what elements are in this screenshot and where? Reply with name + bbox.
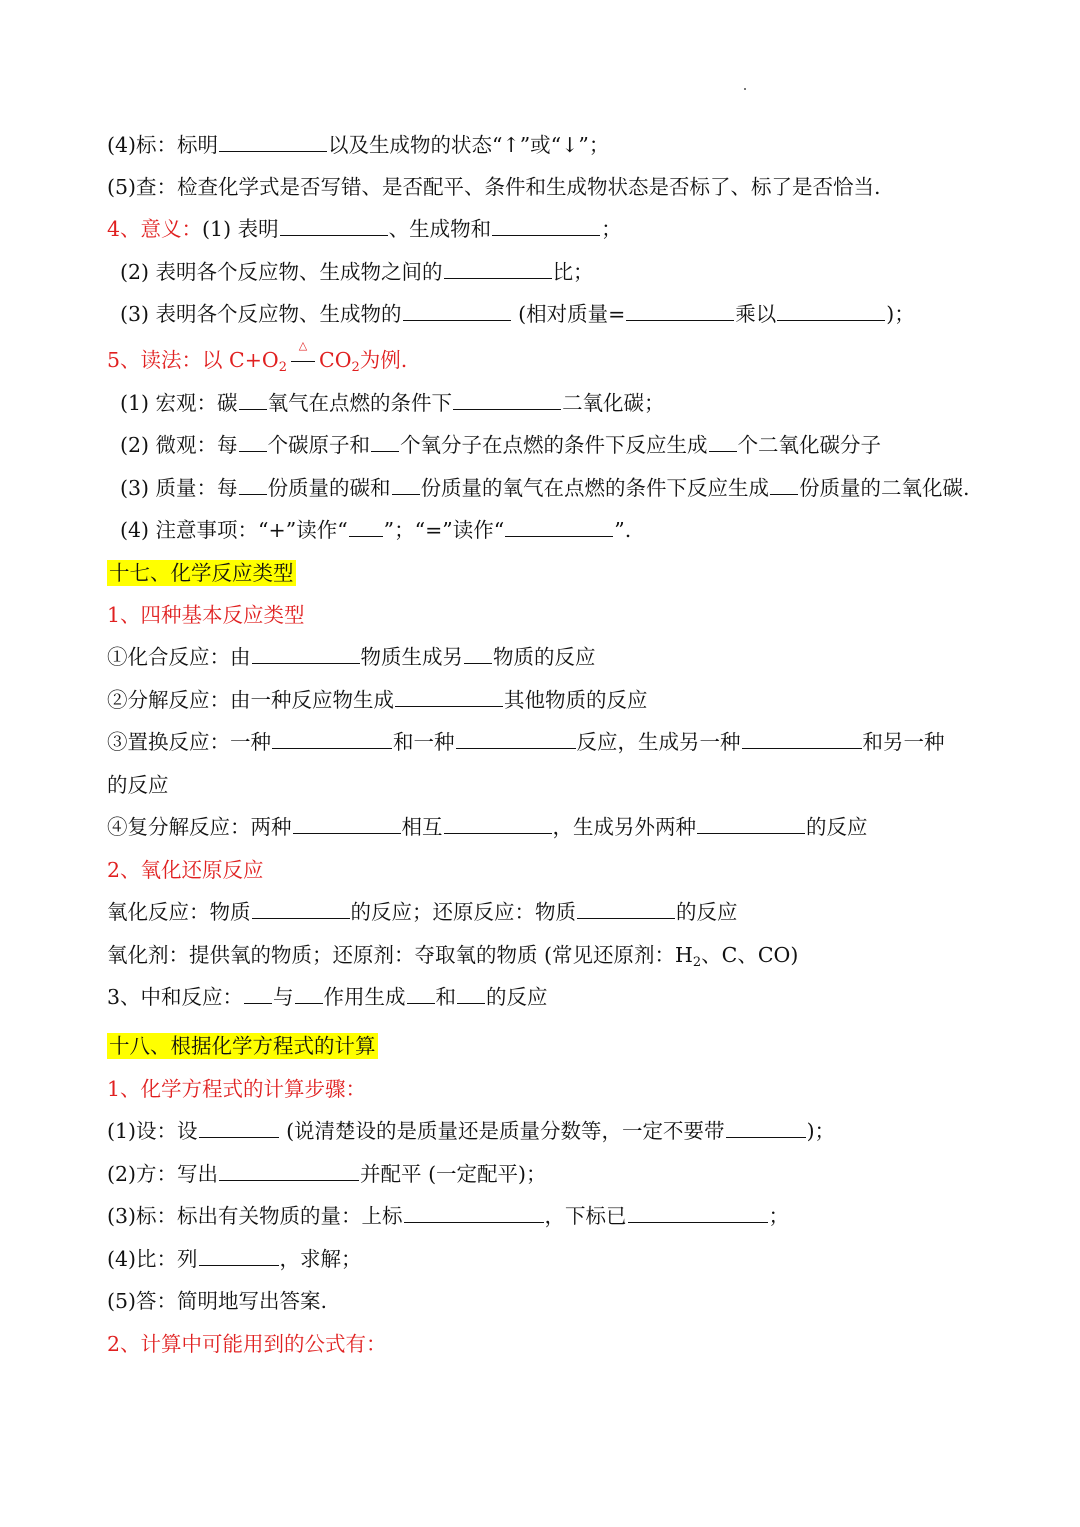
blank [456, 730, 576, 749]
blank [395, 688, 503, 707]
blank [453, 391, 561, 410]
blank [239, 433, 267, 452]
meaning-line-3: (3) 表明各个反应物、生成物的 (相对质量= 乘以 )； [120, 302, 915, 326]
blank [239, 391, 267, 410]
blank [392, 476, 420, 495]
decomposition-reaction: ②分解反应：由一种反应物生成 其他物质的反应 [107, 688, 648, 712]
blank [777, 302, 885, 321]
calc-steps-heading: 1、化学方程式的计算步骤： [107, 1077, 367, 1101]
calc-step-5: (5)答：简明地写出答案. [107, 1289, 328, 1313]
blank [444, 260, 552, 279]
meaning-line-2: (2) 表明各个反应物、生成物之间的 比； [120, 260, 594, 284]
step-4-mark: (4)标：标明 以及生成物的状态“↑”或“↓”； [107, 133, 610, 157]
blank [505, 518, 613, 537]
reading-micro: (2) 微观：每 个碳原子和 个氧分子在点燃的条件下反应生成 个二氧化碳分子 [120, 433, 882, 457]
blank [626, 302, 734, 321]
blank [199, 1247, 279, 1266]
blank [219, 1162, 359, 1181]
reading-mass: (3) 质量：每 份质量的碳和 份质量的氧气在点燃的条件下反应生成 份质量的二氧化碳. [120, 476, 970, 500]
blank [252, 900, 350, 919]
blank [239, 476, 267, 495]
blank [457, 985, 485, 1004]
blank [709, 433, 737, 452]
redox-heading: 2、氧化还原反应 [107, 858, 264, 882]
formulas-heading: 2、计算中可能用到的公式有： [107, 1332, 387, 1356]
blank [199, 1119, 279, 1138]
blank [219, 133, 327, 152]
scan-speck [744, 88, 746, 90]
equation-arrow: △ [287, 345, 319, 375]
basic-types-heading: 1、四种基本反应类型 [107, 603, 305, 627]
step-5-check: (5)查：检查化学式是否写错、是否配平、条件和生成物状态是否标了、标了是否恰当. [107, 175, 881, 199]
blank [349, 518, 383, 537]
displacement-reaction: ③置换反应：一种 和一种 反应，生成另一种 和另一种 [107, 730, 945, 754]
blank [628, 1204, 768, 1223]
blank [697, 815, 805, 834]
blank [295, 985, 323, 1004]
section-17-title: 十七、化学反应类型 [109, 561, 294, 585]
blank [464, 645, 492, 664]
blank [293, 815, 401, 834]
blank [444, 815, 552, 834]
neutralization: 3、中和反应： 与 作用生成 和 的反应 [107, 985, 548, 1009]
blank [770, 476, 798, 495]
displacement-reaction-cont: 的反应 [107, 773, 169, 797]
calc-step-2: (2)方：写出 并配平 (一定配平)； [107, 1162, 547, 1186]
blank [403, 302, 511, 321]
oxidant-reductant: 氧化剂：提供氧的物质；还原剂：夺取氧的物质 (常见还原剂：$H_2$、C、CO) [107, 943, 799, 970]
meaning-heading: 4、意义： [107, 217, 203, 241]
blank [577, 900, 675, 919]
section-18-title: 十八、根据化学方程式的计算 [109, 1034, 376, 1058]
blank [742, 730, 862, 749]
blank [492, 217, 600, 236]
blank [404, 1204, 544, 1223]
blank [726, 1119, 806, 1138]
calc-step-4: (4)比：列 ，求解； [107, 1247, 362, 1271]
meaning-line-1: 4、意义：(1) 表明 、生成物和 ； [107, 217, 622, 241]
blank [252, 645, 360, 664]
blank [371, 433, 399, 452]
reading-heading: 5、读法：以 $C+O_2$ △ $CO_2$为例. [107, 339, 408, 375]
blank [244, 985, 272, 1004]
reading-macro: (1) 宏观：碳 氧气在点燃的条件下 二氧化碳； [120, 391, 665, 415]
calc-step-3: (3)标：标出有关物质的量：上标 ，下标已 ； [107, 1204, 790, 1228]
blank [280, 217, 388, 236]
calc-step-1: (1)设：设 (说清楚设的是质量还是质量分数等，一定不要带 )； [107, 1119, 836, 1143]
blank [407, 985, 435, 1004]
oxidation-reduction: 氧化反应：物质 的反应；还原反应：物质 的反应 [107, 900, 738, 924]
blank [272, 730, 392, 749]
combination-reaction: ①化合反应：由 物质生成另 物质的反应 [107, 645, 596, 669]
double-decomposition: ④复分解反应：两种 相互 ，生成另外两种 的反应 [107, 815, 868, 839]
reading-notes: (4) 注意事项：“+”读作“ ”；“=”读作“ ”. [120, 518, 632, 542]
